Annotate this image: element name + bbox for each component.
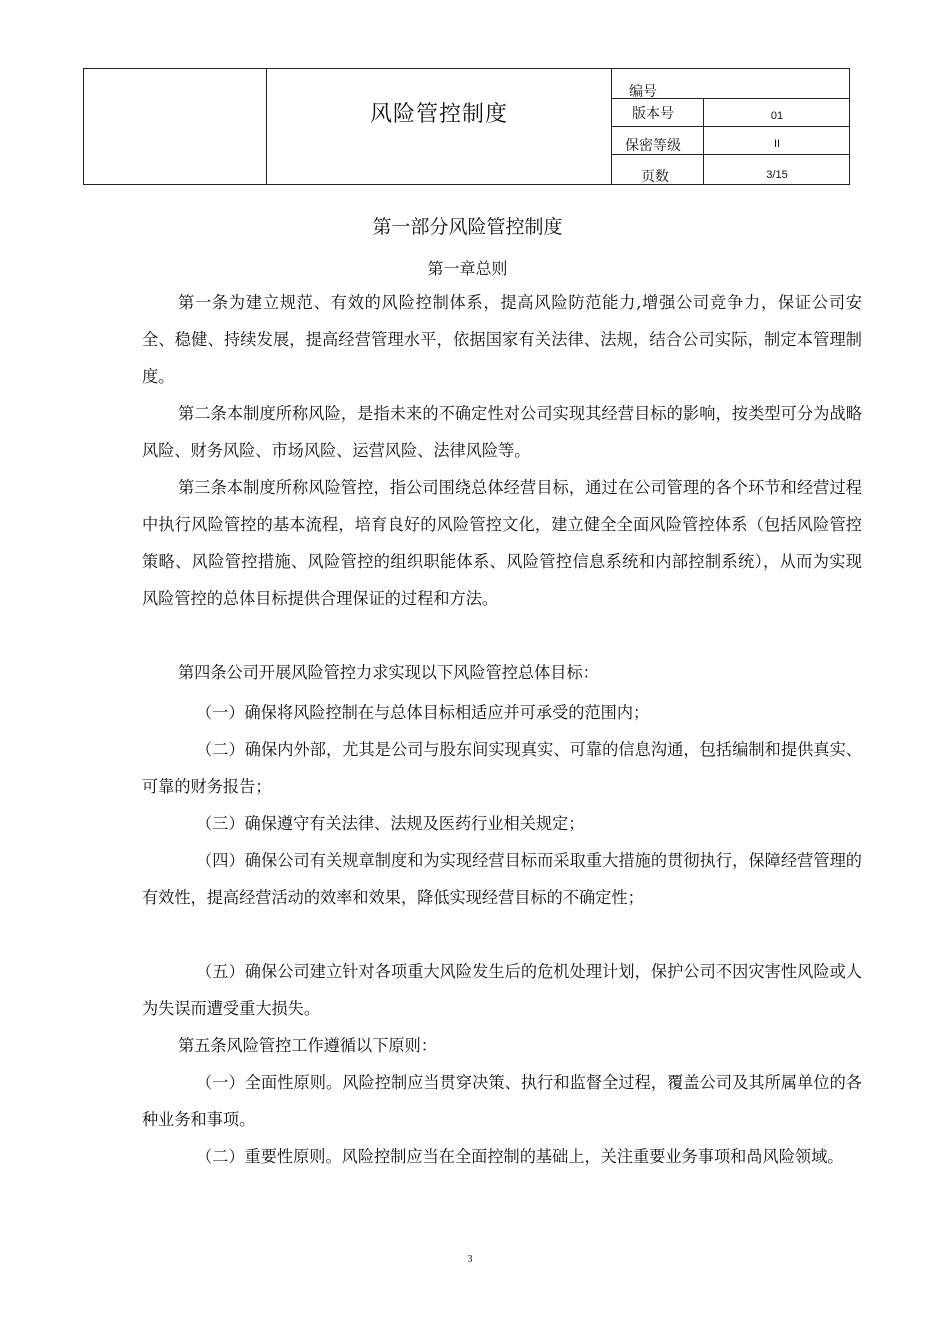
document-header-table [83,68,850,185]
chapter-title: 第一章总则 [427,259,508,278]
article-4-item-3: （三）确保遵守有关法律、法规及医药行业相关规定； [196,814,585,833]
label-page-count: 页数 [641,169,669,185]
value-security-level: II [773,138,781,150]
page-number: 3 [467,1254,473,1265]
article-5-item-2: （二）重要性原则。风险控制应当在全面控制的基础上，关注重要业务事项和咼风险领域。 [196,1147,844,1166]
article-5: 第五条风险管控工作遵循以下原则： [178,1036,437,1055]
article-4-item-4: （四）确保公司有关规章制度和为实现经营目标而采取重大措施的贯彻执行，保障经营管理的有效性，提高经营活动的效率和效果，降低实现经营目标的不确定性； [142,851,862,907]
header-title: 风险管控制度 [369,102,508,127]
label-version: 版本号 [632,106,674,122]
article-4-item-2: （二）确保内外部，尤其是公司与股东间实现真实、可靠的信息沟通，包括编制和提供真实、可靠的财务报告； [142,740,862,796]
article-4-item-5: （五）确保公司建立针对各项重大风险发生后的危机处理计划，保护公司不因灾害性风险或人为失误而遭受重大损失。 [142,962,862,1018]
article-5-item-1: （一）全面性原则。风险控制应当贯穿决策、执行和监督全过程，覆盖公司及其所属单位的各种业务和事项。 [142,1073,862,1129]
article-4: 第四条公司开展风险管控力求实现以下风险管控总体目标： [178,663,599,682]
article-1: 第一条为建立规范、有效的风险控制体系，提高风险防范能力,增强公司竞争力，保证公司安全、稳健、持续发展，提高经营管理水平，依据国家有关法律、法规，结合公司实际，制定本管理制度。 [142,293,862,386]
part-title: 第一部分风险管控制度 [372,216,563,238]
article-2: 第二条本制度所称风险，是指未来的不确定性对公司实现其经营目标的影响，按类型可分为战略风险、财务风险、市场风险、运营风险、法律风险等。 [142,404,862,460]
article-4-item-1: （一）确保将风险控制在与总体目标相适应并可承受的范围内； [196,703,650,722]
value-page-count: 3/15 [766,169,788,181]
label-security-level: 保密等级 [625,138,681,154]
value-version: 01 [770,110,784,122]
article-3: 第三条本制度所称风险管控，指公司围绕总体经营目标，通过在公司管理的各个环节和经营过程中执行风险管控的基本流程，培育良好的风险管控文化，建立健全全面风险管控体系（包括风险管控策略、风险管控措施、风险管控的组织职能体系、风险管控信息系统和内部控制系统），从而为实现风险管控的总体目标提供合理保证的过程和方法。 [142,478,862,608]
label-document-number: 编号 [629,84,657,100]
table-divider [611,126,849,127]
